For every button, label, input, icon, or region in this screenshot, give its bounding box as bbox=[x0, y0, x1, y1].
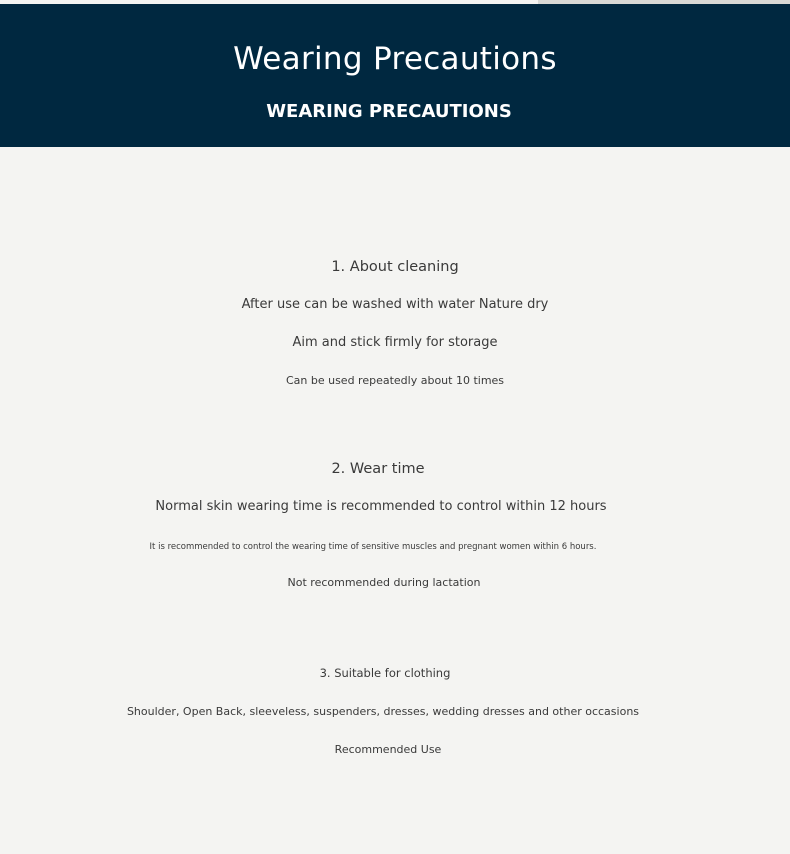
section-line: Not recommended during lactation bbox=[287, 576, 481, 589]
section-line: Can be used repeatedly about 10 times bbox=[285, 374, 505, 387]
section-line: It is recommended to control the wearing time of sensitive muscles and pregnant women within 6 hours. bbox=[149, 542, 597, 552]
section-line: Aim and stick firmly for storage bbox=[292, 335, 498, 350]
section-line: Shoulder, Open Back, sleeveless, suspenders, dresses, wedding dresses and other occasions bbox=[126, 705, 640, 718]
section-heading: 2. Wear time bbox=[331, 461, 425, 477]
section-heading: 1. About cleaning bbox=[331, 259, 459, 275]
section-heading: 3. Suitable for clothing bbox=[319, 666, 451, 680]
page-subtitle: WEARING PRECAUTIONS bbox=[266, 101, 512, 122]
section-line: After use can be washed with water Nature dry bbox=[241, 297, 549, 312]
precautions-content bbox=[0, 147, 790, 854]
page-header bbox=[0, 4, 790, 147]
page-title: Wearing Precautions bbox=[233, 41, 557, 77]
section-line: Recommended Use bbox=[334, 743, 442, 756]
section-line: Normal skin wearing time is recommended to control within 12 hours bbox=[155, 499, 607, 514]
